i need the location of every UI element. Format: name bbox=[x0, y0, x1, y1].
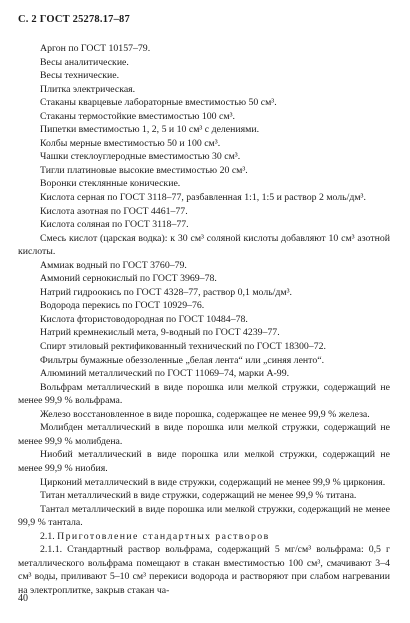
list-item: Спирт этиловый ректификованный технический по ГОСТ 18300–72. bbox=[40, 341, 326, 353]
list-item: Кислота фтористоводородная по ГОСТ 10484–78. bbox=[40, 313, 248, 325]
paragraph-2-1-1: 2.1.1. Стандартный раствор вольфрама, содержащий 5 мг/см³ вольфрама: 0,5 г металлического вольфрама помещают в стакан вместимостью 100 см³, смачивают 3–4 см³ воды, приливают 5–10 см³ перекиси водорода и растворяют при слабом нагревании на электроплитке, закрыв стакан ча- bbox=[18, 544, 390, 596]
list-item: Стаканы термостойкие вместимостью 100 см³. bbox=[40, 110, 235, 122]
list-item: Аммоний сернокислый по ГОСТ 3969–78. bbox=[40, 273, 217, 285]
list-item: Аргон по ГОСТ 10157–79. bbox=[40, 43, 151, 54]
list-item: Водорода перекись по ГОСТ 10929–76. bbox=[40, 300, 205, 312]
list-item: Кислота азотная по ГОСТ 4461–77. bbox=[40, 205, 188, 217]
section-heading bbox=[18, 530, 390, 544]
list-item: Чашки стеклоуглеродные вместимостью 30 см³. bbox=[40, 151, 241, 163]
list-item: Воронки стеклянные конические. bbox=[40, 178, 181, 190]
page-header: С. 2 ГОСТ 25278.17–87 bbox=[18, 14, 130, 25]
paragraph-sulfuric-acid: Кислота серная по ГОСТ 3118–77, разбавленная 1:1, 1:5 и раствор 2 моль/дм³. bbox=[40, 192, 366, 204]
list-item: Пипетки вместимостью 1, 2, 5 и 10 см³ с делениями. bbox=[40, 124, 260, 136]
paragraph-iron: Железо восстановленное в виде порошка, содержащее не менее 99,9 % железа. bbox=[40, 408, 370, 420]
paragraph-molybdenum: Молибден металлический в виде порошка или мелкой стружки, содержащий не менее 99,9 % молибдена. bbox=[18, 422, 390, 447]
list-item: Натрий гидроокись по ГОСТ 4328–77, раствор 0,1 моль/дм³. bbox=[40, 286, 292, 298]
list-item: Аммиак водный по ГОСТ 3760–79. bbox=[40, 259, 187, 271]
list-item: Весы технические. bbox=[40, 70, 120, 82]
section-title: Приготовление стандартных растворов bbox=[57, 530, 270, 542]
list-item: Плитка электрическая. bbox=[40, 83, 136, 95]
document-body bbox=[18, 42, 390, 597]
paragraph-niobium: Ниобий металлический в виде порошка или мелкой стружки, содержащий не менее 99,9 % ниобия. bbox=[18, 449, 390, 474]
page-number: 40 bbox=[18, 593, 28, 604]
paragraph-titanium: Титан металлический в виде стружки, содержащий не менее 99,9 % титана. bbox=[40, 490, 357, 502]
section-number: 2.1. bbox=[40, 530, 55, 542]
paragraph-acid-mixture: Смесь кислот (царская водка): к 30 см³ соляной кислоты добавляют 10 см³ азотной кислоты. bbox=[18, 232, 390, 258]
list-item: Алюминий металлический по ГОСТ 11069–74, марки А-99. bbox=[40, 368, 290, 380]
paragraph-tantalum: Тантал металлический в виде порошка или мелкой стружки, содержащий не менее 99,9 % тантала. bbox=[18, 503, 390, 529]
paragraph-tungsten: Вольфрам металлический в виде порошка или мелкой стружки, содержащий не менее 99,9 % вольфрама. bbox=[18, 381, 390, 407]
list-item: Тигли платиновые высокие вместимостью 20 см³. bbox=[40, 164, 248, 176]
paragraph-zirconium: Цирконий металлический в виде стружки, содержащий не менее 99,9 % циркония. bbox=[40, 476, 386, 488]
list-item: Колбы мерные вместимостью 50 и 100 см³. bbox=[40, 137, 221, 149]
list-item: Кислота соляная по ГОСТ 3118–77. bbox=[40, 219, 189, 231]
list-item: Стаканы кварцевые лабораторные вместимостью 50 см³. bbox=[40, 97, 277, 109]
list-item: Фильтры бумажные обеззоленные „белая лента“ или „синяя ленто“. bbox=[40, 354, 325, 366]
list-item: Натрий кремнекислый мета, 9-водный по ГОСТ 4239–77. bbox=[40, 327, 280, 339]
list-item: Весы аналитические. bbox=[40, 56, 129, 68]
